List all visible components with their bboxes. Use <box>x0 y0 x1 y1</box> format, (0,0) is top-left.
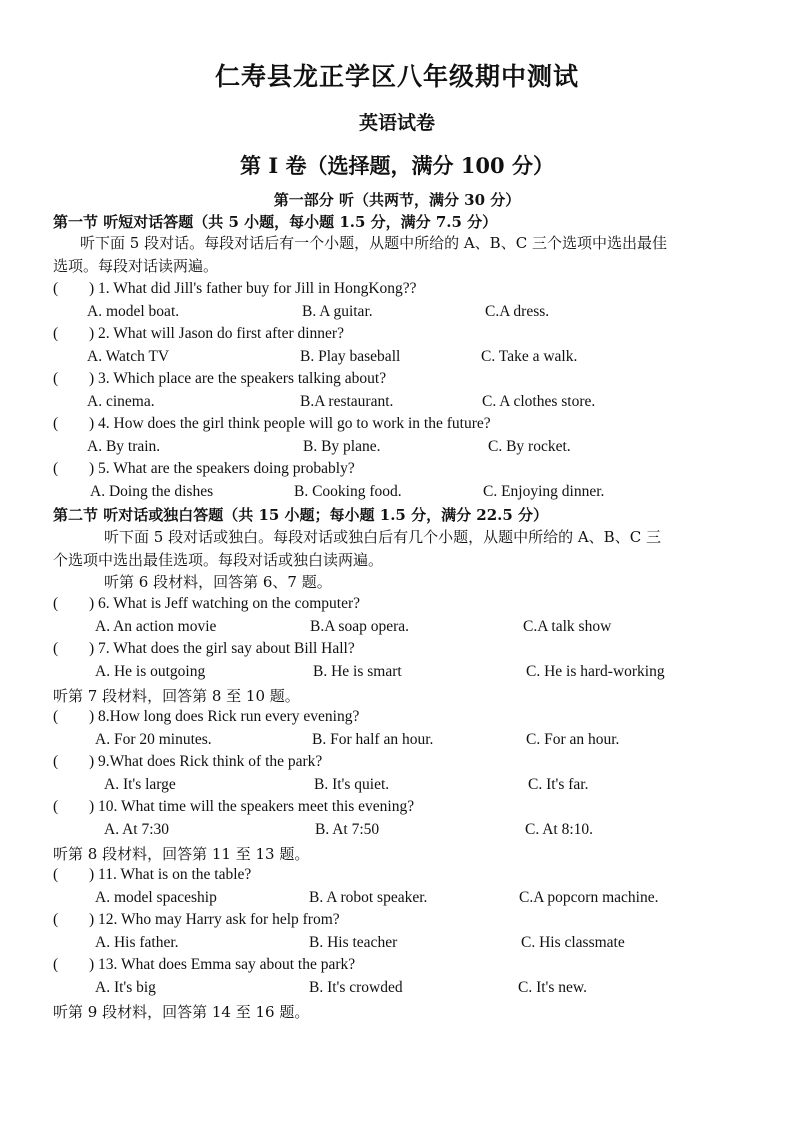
section2-heading: 第二节 听对话或独白答题（共 15 小题；每小题 1.5 分，满分 22.5 分） <box>53 506 549 524</box>
option-a: A. Watch TV <box>87 348 170 365</box>
option-c: C.A popcorn machine. <box>519 889 659 906</box>
option-a: A. His father. <box>95 934 179 951</box>
option-c: C.A dress. <box>485 303 550 320</box>
volume-heading: 第 I 卷（选择题，满分 100 分） <box>240 153 554 178</box>
option-a: A. model spaceship <box>95 889 217 906</box>
option-c: C. By rocket. <box>488 438 571 455</box>
question-2 <box>53 325 344 343</box>
question-6 <box>53 595 360 613</box>
question-10 <box>53 798 414 816</box>
material-9-note: 听第 9 段材料，回答第 14 至 16 题。 <box>53 1003 310 1021</box>
question-text: ) 2. What will Jason do first after dinner? <box>89 325 344 342</box>
question-4 <box>53 415 491 433</box>
section1-instructions-line2: 选项。每段对话读两遍。 <box>53 257 219 275</box>
question-text: ) 1. What did Jill's father buy for Jill in HongKong?? <box>89 280 417 297</box>
section1-instructions-line1: 听下面 5 段对话。每段对话后有一个小题，从题中所给的 A、B、C 三个选项中选出最佳 <box>80 234 667 252</box>
question-11 <box>53 866 251 884</box>
answer-paren[interactable]: ( <box>53 415 59 432</box>
question-text: ) 3. Which place are the speakers talking about? <box>89 370 387 387</box>
option-c: C. It's new. <box>518 979 587 996</box>
question-9 <box>53 753 322 771</box>
material-8-note: 听第 8 段材料，回答第 11 至 13 题。 <box>53 845 310 863</box>
exam-title: 仁寿县龙正学区八年级期中测试 <box>214 62 579 91</box>
question-text: ) 7. What does the girl say about Bill Hall? <box>89 640 355 657</box>
answer-paren[interactable]: ( <box>53 460 59 477</box>
answer-paren[interactable]: ( <box>53 325 59 342</box>
question-text: ) 8.How long does Rick run every evening? <box>89 708 360 725</box>
option-b: B. He is smart <box>313 663 402 680</box>
question-13 <box>53 956 355 974</box>
question-8 <box>53 708 359 726</box>
option-b: B. A guitar. <box>302 303 373 320</box>
section2-instructions-line1: 听下面 5 段对话或独白。每段对话或独白后有几个小题，从题中所给的 A、B、C 三 <box>104 528 661 546</box>
option-a: A. By train. <box>87 438 161 455</box>
option-a: A. An action movie <box>95 618 217 635</box>
option-b: B.A restaurant. <box>300 393 394 410</box>
option-c: C. Enjoying dinner. <box>483 483 605 500</box>
option-b: B. It's quiet. <box>314 776 390 793</box>
section1-heading: 第一节 听短对话答题（共 5 小题，每小题 1.5 分，满分 7.5 分） <box>53 213 498 231</box>
option-b: B. For half an hour. <box>312 731 434 748</box>
question-7 <box>53 640 355 658</box>
option-b: B.A soap opera. <box>310 618 410 635</box>
option-c: C. Take a walk. <box>481 348 578 365</box>
question-text: ) 11. What is on the table? <box>89 866 252 883</box>
option-c: C. At 8:10. <box>525 821 594 838</box>
question-text: ) 12. Who may Harry ask for help from? <box>89 911 340 928</box>
answer-paren[interactable]: ( <box>53 956 59 973</box>
question-text: ) 4. How does the girl think people will go to work in the future? <box>89 415 491 432</box>
option-a: A. Doing the dishes <box>90 483 214 500</box>
question-text: ) 5. What are the speakers doing probably? <box>89 460 355 477</box>
option-a: A. For 20 minutes. <box>95 731 212 748</box>
option-a: A. At 7:30 <box>104 821 170 838</box>
option-a: A. It's large <box>104 776 176 793</box>
answer-paren[interactable]: ( <box>53 753 59 770</box>
option-a: A. cinema. <box>87 393 155 410</box>
option-c: C. A clothes store. <box>482 393 596 410</box>
option-a: A. It's big <box>95 979 156 996</box>
option-b: B. By plane. <box>303 438 381 455</box>
option-b: B. At 7:50 <box>315 821 380 838</box>
question-3 <box>53 370 386 388</box>
option-a: A. model boat. <box>87 303 180 320</box>
answer-paren[interactable]: ( <box>53 370 59 387</box>
exam-subtitle: 英语试卷 <box>358 112 435 134</box>
option-a: A. He is outgoing <box>95 663 206 680</box>
part-heading: 第一部分 听（共两节，满分 30 分） <box>273 191 521 209</box>
material-7-note: 听第 7 段材料，回答第 8 至 10 题。 <box>53 687 300 705</box>
answer-paren[interactable]: ( <box>53 595 59 612</box>
question-1 <box>53 280 417 298</box>
option-c: C. He is hard-working <box>526 663 665 680</box>
question-text: ) 9.What does Rick think of the park? <box>89 753 323 770</box>
option-b: B. Play baseball <box>300 348 401 365</box>
question-text: ) 6. What is Jeff watching on the computer? <box>89 595 361 612</box>
option-c: C. It's far. <box>528 776 589 793</box>
option-b: B. It's crowded <box>309 979 403 996</box>
option-b: B. Cooking food. <box>294 483 402 500</box>
answer-paren[interactable]: ( <box>53 866 59 883</box>
question-text: ) 10. What time will the speakers meet this evening? <box>89 798 415 815</box>
option-b: B. A robot speaker. <box>309 889 428 906</box>
answer-paren[interactable]: ( <box>53 798 59 815</box>
answer-paren[interactable]: ( <box>53 911 59 928</box>
answer-paren[interactable]: ( <box>53 280 59 297</box>
answer-paren[interactable]: ( <box>53 640 59 657</box>
option-c: C. For an hour. <box>526 731 620 748</box>
section2-instructions-line2: 个选项中选出最佳选项。每段对话或独白读两遍。 <box>53 551 384 569</box>
option-b: B. His teacher <box>309 934 398 951</box>
option-c: C.A talk show <box>523 618 612 635</box>
question-5 <box>53 460 355 478</box>
material-6-note: 听第 6 段材料，回答第 6、7 题。 <box>104 573 332 591</box>
question-12 <box>53 911 340 929</box>
option-c: C. His classmate <box>521 934 625 951</box>
question-text: ) 13. What does Emma say about the park? <box>89 956 356 973</box>
answer-paren[interactable]: ( <box>53 708 59 725</box>
